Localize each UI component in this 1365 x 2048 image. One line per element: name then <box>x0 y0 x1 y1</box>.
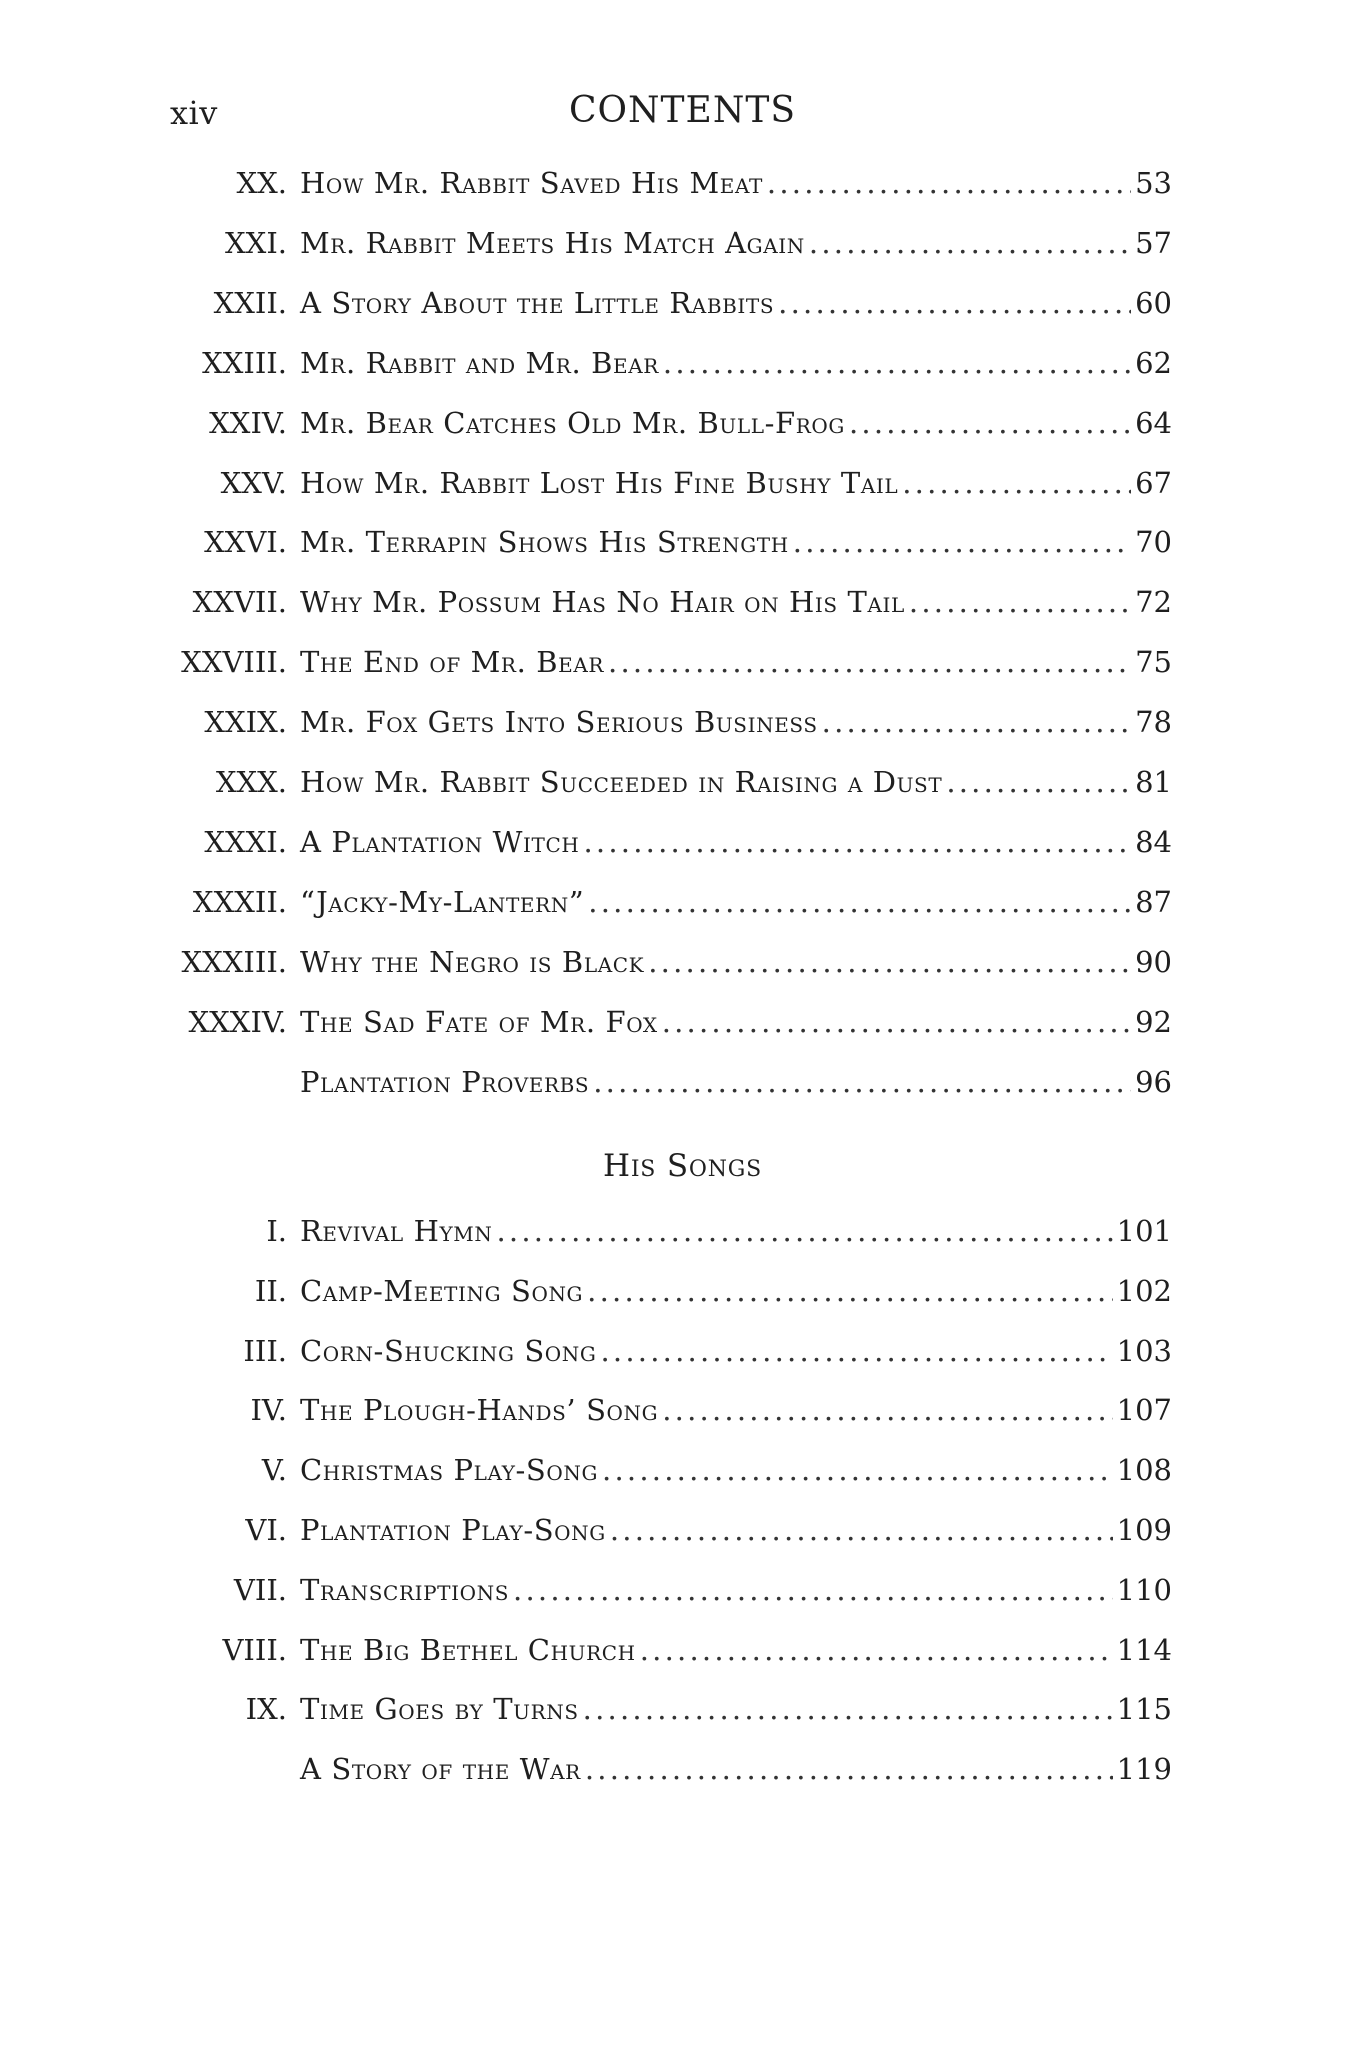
toc-entry-numeral: III. <box>243 1333 287 1368</box>
dot-leader <box>496 1206 1112 1256</box>
dot-leader <box>909 577 1131 627</box>
toc-entry-line <box>300 937 1172 987</box>
toc-entry-page-number: 53 <box>1135 166 1172 200</box>
dot-leader <box>513 1565 1113 1615</box>
toc-entry-title: A Story of the War <box>300 1752 581 1787</box>
toc-entry-line <box>300 1445 1172 1495</box>
toc-entry-page-number: 62 <box>1135 345 1172 380</box>
toc-entry-line <box>300 1206 1172 1256</box>
dot-leader <box>602 1445 1113 1495</box>
toc-entry-numeral: VI. <box>245 1513 287 1547</box>
toc-entry-page-number: 109 <box>1116 1513 1172 1547</box>
toc-entry <box>0 877 1365 927</box>
toc-entry-page-number: 67 <box>1135 465 1172 500</box>
toc-entry <box>0 637 1365 687</box>
toc-entry-title: Camp-Meeting Song <box>300 1273 584 1308</box>
toc-entry-numeral: XXXIV. <box>188 1004 287 1039</box>
toc-entry-title: How Mr. Rabbit Succeeded in Raising a Dust <box>300 765 943 799</box>
toc-entry-line <box>300 697 1172 747</box>
toc-entry <box>0 1744 1365 1794</box>
toc-entry-title: Why the Negro is Black <box>300 944 645 979</box>
toc-entry-title: The Sad Fate of Mr. Fox <box>300 1004 658 1039</box>
toc-entry-numeral: V. <box>261 1453 287 1488</box>
toc-entry-title: Plantation Proverbs <box>300 1064 590 1099</box>
toc-entry-numeral: XXVIII. <box>181 645 287 680</box>
toc-entry-numeral: II. <box>254 1273 287 1308</box>
toc-entry-numeral: VIII. <box>222 1632 287 1667</box>
dot-leader <box>663 338 1131 388</box>
toc-entry-page-number: 60 <box>1135 285 1172 320</box>
dot-leader <box>610 1505 1113 1555</box>
toc-entry-numeral: XXI. <box>225 225 287 260</box>
toc-entry <box>0 697 1365 747</box>
toc-entry-page-number: 72 <box>1135 585 1172 620</box>
toc-entry-page-number: 101 <box>1116 1214 1172 1248</box>
toc-entry-page-number: 90 <box>1135 944 1172 979</box>
toc-entry-line <box>300 1505 1172 1555</box>
toc-entry <box>0 1625 1365 1675</box>
toc-entry-page-number: 107 <box>1116 1393 1172 1428</box>
toc-entry-page-number: 119 <box>1116 1752 1172 1787</box>
toc-entry-numeral: XXX. <box>215 765 287 799</box>
toc-entry-title: Mr. Terrapin Shows His Strength <box>300 525 789 560</box>
toc-entry <box>0 1565 1365 1615</box>
dot-leader <box>902 458 1131 508</box>
dot-leader <box>809 218 1131 268</box>
toc-entry <box>0 458 1365 508</box>
toc-entry-numeral: I. <box>266 1214 287 1248</box>
toc-entry-page-number: 110 <box>1116 1572 1172 1607</box>
toc-entry-line <box>300 158 1172 208</box>
dot-leader <box>583 1684 1113 1734</box>
toc-entry <box>0 817 1365 867</box>
toc-entry <box>0 278 1365 328</box>
toc-entry-page-number: 75 <box>1135 645 1172 680</box>
toc-entry-title: The Big Bethel Church <box>300 1632 636 1667</box>
toc-entry-line <box>300 218 1172 268</box>
dot-leader <box>778 278 1131 328</box>
toc-entry-page-number: 115 <box>1116 1692 1172 1727</box>
dot-leader <box>822 697 1131 747</box>
toc-entry <box>0 338 1365 388</box>
toc-entry-numeral: XXXII. <box>192 884 287 919</box>
toc-entry <box>0 1057 1365 1107</box>
toc-entry <box>0 937 1365 987</box>
toc-entry-line <box>300 398 1172 448</box>
toc-entry-line <box>300 1326 1172 1376</box>
toc-entry <box>0 757 1365 807</box>
toc-entry-page-number: 78 <box>1135 705 1172 740</box>
dot-leader <box>608 637 1131 687</box>
toc-entry-page-number: 81 <box>1135 765 1172 799</box>
dot-leader <box>793 517 1131 567</box>
toc-entry-line <box>300 1684 1172 1734</box>
dot-leader <box>587 1266 1113 1316</box>
songs-section-heading: His Songs <box>602 1148 763 1184</box>
toc-entry-title: Transcriptions <box>300 1572 510 1607</box>
toc-entry <box>0 517 1365 567</box>
toc-entry-page-number: 70 <box>1135 525 1172 560</box>
dot-leader <box>585 1744 1113 1794</box>
toc-entry-page-number: 103 <box>1116 1333 1172 1368</box>
toc-entry-line <box>300 997 1172 1047</box>
toc-entry-numeral: XXIX. <box>204 705 287 740</box>
page-folio: xiv <box>170 94 218 132</box>
toc-entry-title: A Plantation Witch <box>300 824 580 859</box>
toc-entry <box>0 158 1365 208</box>
running-head: CONTENTS <box>568 90 797 131</box>
toc-entry-title: Plantation Play-Song <box>300 1513 606 1547</box>
toc-entry-line <box>300 1266 1172 1316</box>
toc-entry-page-number: 57 <box>1135 225 1172 260</box>
toc-entry-line <box>300 1057 1172 1107</box>
toc-entry-title: Revival Hymn <box>300 1214 493 1248</box>
toc-entry-title: Mr. Bear Catches Old Mr. Bull-Frog <box>300 405 845 440</box>
dot-leader <box>601 1326 1113 1376</box>
toc-entry-line <box>300 577 1172 627</box>
toc-entry-page-number: 102 <box>1116 1273 1172 1308</box>
toc-entry-title: Why Mr. Possum Has No Hair on His Tail <box>300 585 905 620</box>
toc-entry-line <box>300 817 1172 867</box>
toc-entry <box>0 1266 1365 1316</box>
toc-entry-line <box>300 338 1172 388</box>
toc-entry-page-number: 114 <box>1116 1632 1172 1667</box>
toc-entry-line <box>300 458 1172 508</box>
toc-entry-numeral: VII. <box>233 1572 287 1607</box>
toc-entry <box>0 1326 1365 1376</box>
toc-entry <box>0 218 1365 268</box>
toc-entry-numeral: XXIV. <box>209 405 287 440</box>
dot-leader <box>588 877 1131 927</box>
toc-entry-title: How Mr. Rabbit Saved His Meat <box>300 166 763 200</box>
dot-leader <box>946 757 1131 807</box>
dot-leader <box>640 1625 1113 1675</box>
toc-entry <box>0 577 1365 627</box>
toc-entry-line <box>300 278 1172 328</box>
toc-entry-line <box>300 1625 1172 1675</box>
toc-entry <box>0 1684 1365 1734</box>
toc-entry-numeral: IV. <box>250 1393 287 1428</box>
toc-entry-title: Mr. Rabbit Meets His Match Again <box>300 225 805 260</box>
toc-entry-page-number: 108 <box>1116 1453 1172 1488</box>
toc-entry <box>0 997 1365 1047</box>
toc-entry-numeral: XXII. <box>213 285 287 320</box>
toc-entry-numeral: IX. <box>245 1692 287 1727</box>
dot-leader <box>583 817 1131 867</box>
toc-entry <box>0 398 1365 448</box>
dot-leader <box>662 1385 1112 1435</box>
dot-leader <box>593 1057 1131 1107</box>
toc-entry-title: The Plough-Hands’ Song <box>300 1393 659 1428</box>
toc-entry-title: Corn-Shucking Song <box>300 1333 597 1368</box>
toc-entry-numeral: XXXIII. <box>181 944 287 979</box>
toc-entry-title: Christmas Play-Song <box>300 1453 599 1488</box>
toc-entry <box>0 1385 1365 1435</box>
toc-entry-page-number: 84 <box>1135 824 1172 859</box>
toc-entry <box>0 1505 1365 1555</box>
toc-entry-title: Mr. Fox Gets Into Serious Business <box>300 705 818 740</box>
toc-entry-title: A Story About the Little Rabbits <box>300 285 775 320</box>
toc-entry-title: Mr. Rabbit and Mr. Bear <box>300 345 659 380</box>
toc-entry-page-number: 64 <box>1135 405 1172 440</box>
toc-entry-line <box>300 1744 1172 1794</box>
toc-entry <box>0 1206 1365 1256</box>
dot-leader <box>767 158 1131 208</box>
toc-entry-title: “Jacky-My-Lantern” <box>300 884 585 919</box>
toc-entry <box>0 1445 1365 1495</box>
toc-entry-page-number: 96 <box>1135 1064 1172 1099</box>
toc-entry-line <box>300 637 1172 687</box>
dot-leader <box>648 937 1131 987</box>
toc-entry-numeral: XXIII. <box>202 345 287 380</box>
toc-entry-line <box>300 1385 1172 1435</box>
toc-entry-page-number: 92 <box>1135 1004 1172 1039</box>
toc-entry-title: Time Goes by Turns <box>300 1692 579 1727</box>
toc-entry-line <box>300 517 1172 567</box>
toc-entry-numeral: XXV. <box>220 465 287 500</box>
dot-leader <box>662 997 1131 1047</box>
dot-leader <box>849 398 1131 448</box>
toc-entry-title: How Mr. Rabbit Lost His Fine Bushy Tail <box>300 465 899 500</box>
toc-entry-title: The End of Mr. Bear <box>300 645 605 680</box>
toc-entry-numeral: XXVI. <box>204 525 287 560</box>
toc-entry-numeral: XX. <box>236 166 287 200</box>
toc-entry-numeral: XXVII. <box>192 585 287 620</box>
toc-entry-line <box>300 877 1172 927</box>
toc-entry-line <box>300 1565 1172 1615</box>
toc-entry-page-number: 87 <box>1135 884 1172 919</box>
toc-entry-numeral: XXXI. <box>204 824 287 859</box>
toc-entry-line <box>300 757 1172 807</box>
